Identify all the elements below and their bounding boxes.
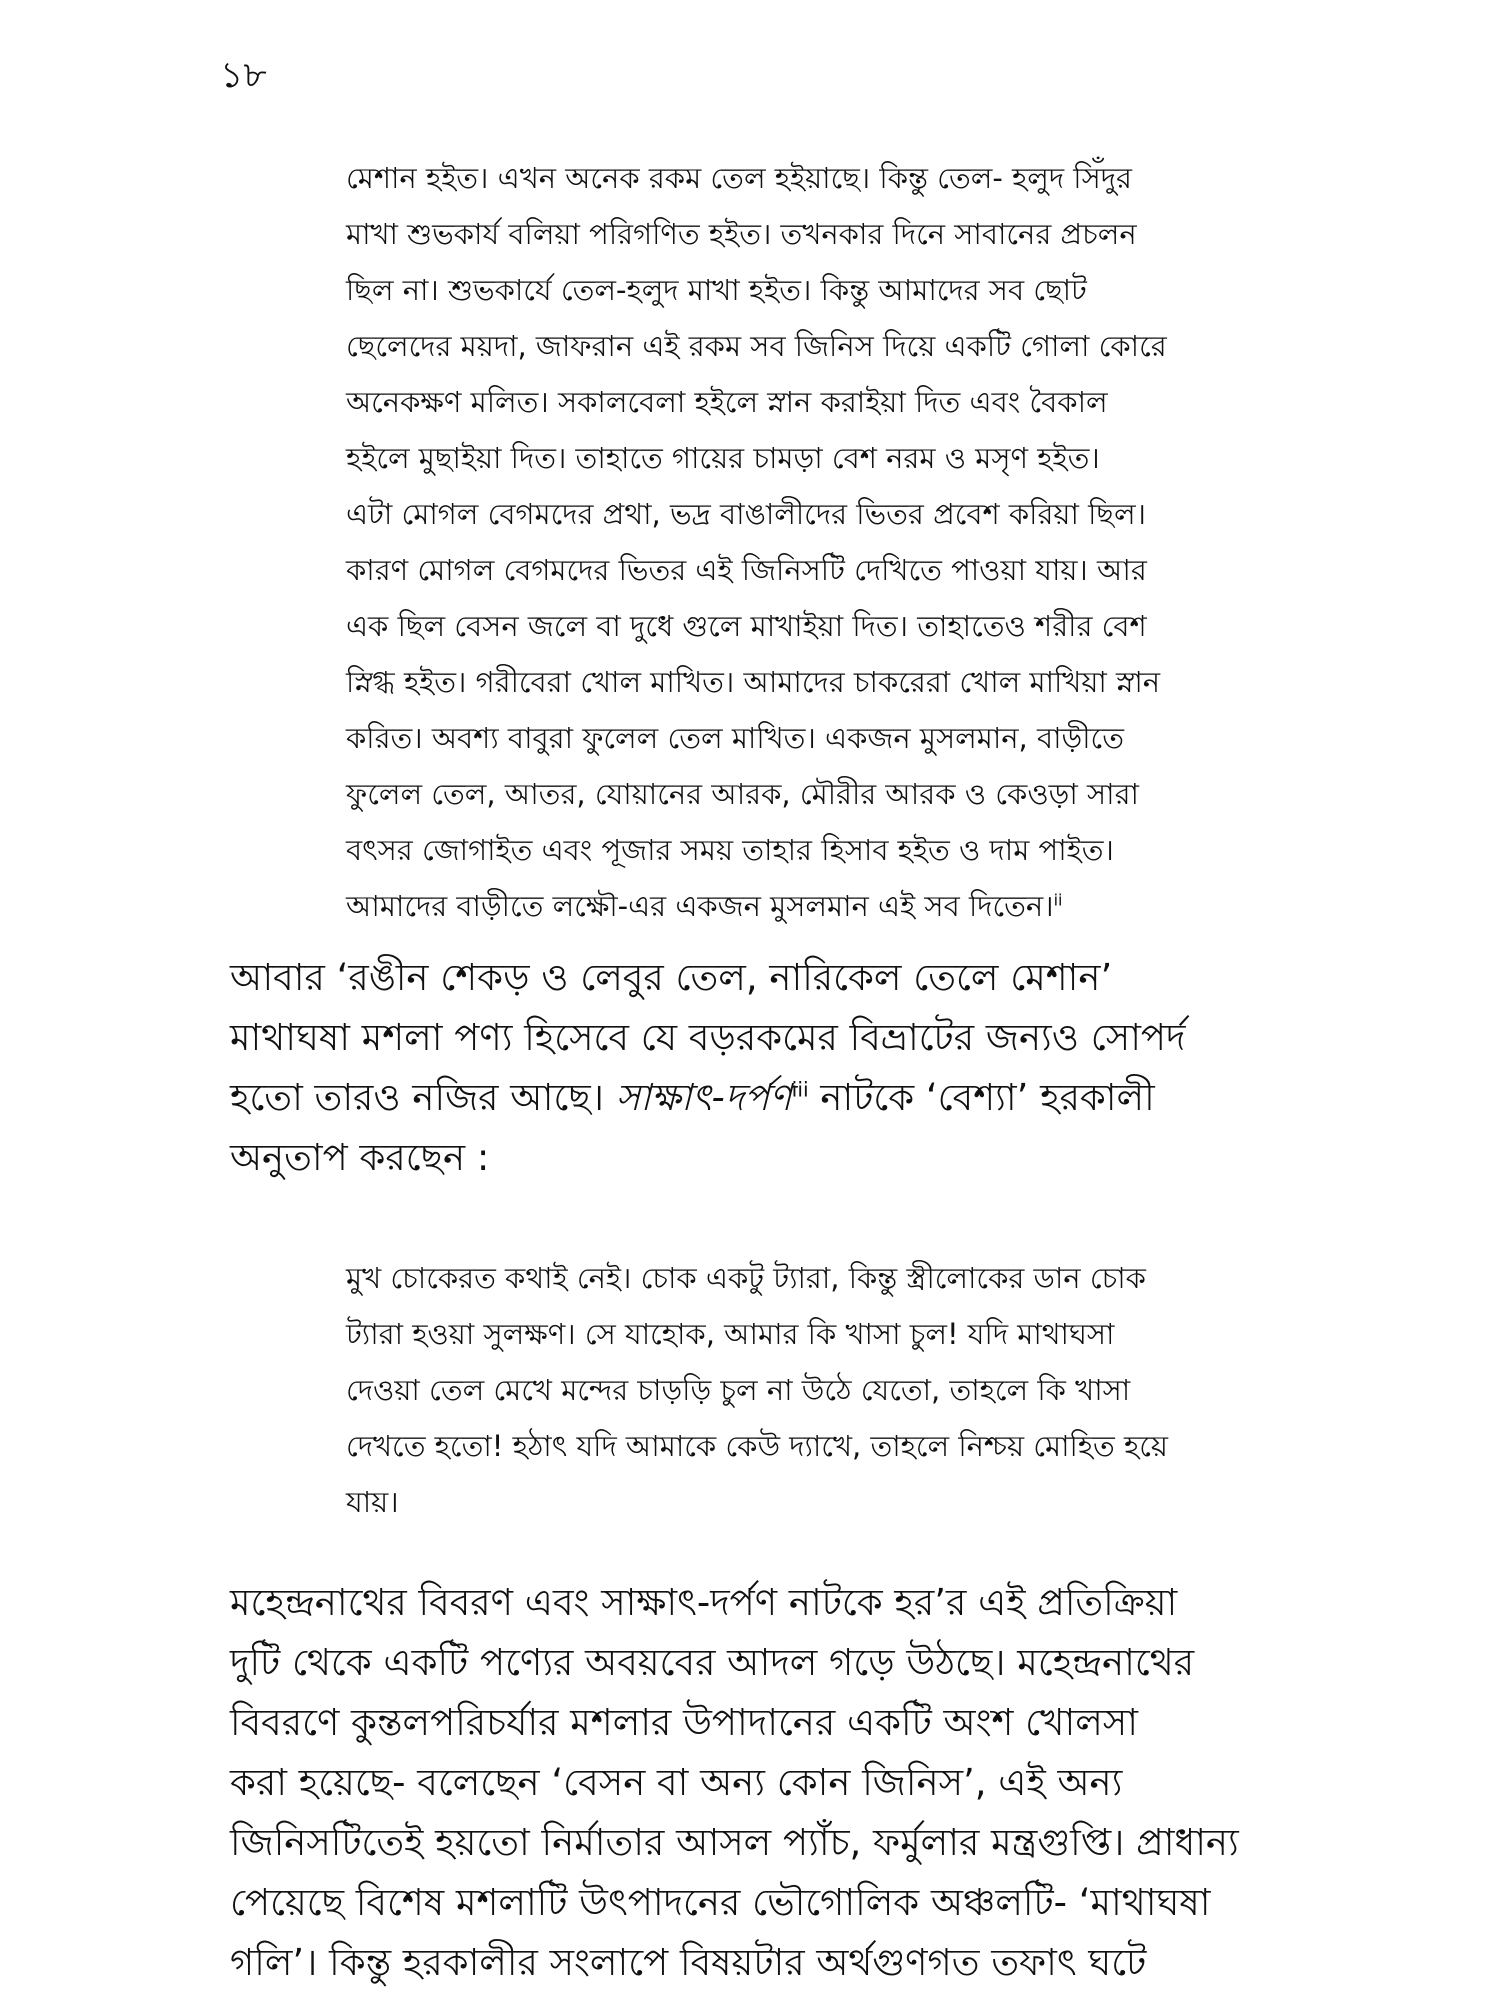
quote-line: স্নিগ্ধ হইত। গরীবেরা খোল মাখিত। আমাদের চাকরেরা খোল মাখিয়া স্নান: [346, 665, 1161, 699]
quote-line: হইলে মুছাইয়া দিত। তাহাতে গায়ের চামড়া বেশ নরম ও মসৃণ হইত।: [346, 441, 1100, 475]
paragraph-line-with-title: [230, 1068, 1280, 1128]
paragraph-line: মহেন্দ্রনাথের বিবরণ এবং সাক্ষাৎ-দর্পণ নাটকে হর’র এই প্রতিক্রিয়া: [230, 1581, 1178, 1624]
quote-line: দেওয়া তেল মেখে মন্দের চাড়ড়ি চুল না উঠে যেতো, তাহলে কি খাসা: [346, 1373, 1131, 1407]
footnote-marker-ii: ii: [1053, 890, 1063, 910]
quote-line: কারণ মোগল বেগমদের ভিতর এই জিনিসটি দেখিতে পাওয়া যায়। আর: [346, 553, 1147, 587]
page-number: ১৮: [220, 55, 267, 96]
paragraph-line: জিনিসটিতেই হয়তো নির্মাতার আসল প্যাঁচ, ফর্মুলার মন্ত্রগুপ্তি। প্রাধান্য: [230, 1821, 1239, 1864]
body-paragraph-2: [230, 1573, 1280, 1993]
quote-last-text: আমাদের বাড়ীতে লক্ষৌ-এর একজন মুসলমান এই সব দিতেন।: [346, 889, 1054, 923]
paragraph-line: দুটি থেকে একটি পণ্যের অবয়বের আদল গড়ে উঠছে। মহেন্দ্রনাথের: [230, 1641, 1195, 1684]
play-title: সাক্ষাৎ-দর্পণ: [615, 1076, 792, 1119]
quote-line: যায়।: [346, 1485, 399, 1519]
quote-line: ছেলেদের ময়দা, জাফরান এই রকম সব জিনিস দিয়ে একটি গোলা কোরে: [346, 329, 1167, 363]
quote-line: মুখ চোকেরত কথাই নেই। চোক একটু ট্যারা, কিন্তু স্ত্রীলোকের ডান চোক: [346, 1261, 1146, 1295]
paragraph-line: বিবরণে কুন্তলপরিচর্যার মশলার উপাদানের একটি অংশ খোলসা: [230, 1701, 1138, 1744]
quote-line: করিত। অবশ্য বাবুরা ফুলেল তেল মাখিত। একজন মুসলমান, বাড়ীতে: [346, 721, 1124, 755]
quote-line: মাখা শুভকার্য বলিয়া পরিগণিত হইত। তখনকার দিনে সাবানের প্রচলন: [346, 217, 1137, 251]
quote-line: এক ছিল বেসন জলে বা দুধে গুলে মাখাইয়া দিত। তাহাতেও শরীর বেশ: [346, 609, 1147, 643]
quote-line: অনেকক্ষণ মলিত। সকালবেলা হইলে স্নান করাইয়া দিত এবং বৈকাল: [346, 385, 1108, 419]
quote-line: এটা মোগল বেগমদের প্রথা, ভদ্র বাঙালীদের ভিতর প্রবেশ করিয়া ছিল।: [346, 497, 1146, 531]
quote-line: ফুলেল তেল, আতর, যোয়ানের আরক, মৌরীর আরক ও কেওড়া সারা: [346, 777, 1139, 811]
body-paragraph-1: [230, 948, 1280, 1188]
paragraph-line: পেয়েছে বিশেষ মশলাটি উৎপাদনের ভৌগোলিক অঞ্চলটি- ‘মাথাঘষা: [230, 1881, 1211, 1924]
quote-line: বৎসর জোগাইত এবং পূজার সময় তাহার হিসাব হইত ও দাম পাইত।: [346, 833, 1114, 867]
paragraph-line: গলি’। কিন্তু হরকালীর সংলাপে বিষয়টার অর্থগুণগত তফাৎ ঘটে: [230, 1941, 1147, 1984]
footnote-marker-iii: iii: [791, 1077, 809, 1102]
paragraph-line: করা হয়েছে- বলেছেন ‘বেসন বা অন্য কোন জিনিস’, এই অন্য: [230, 1761, 1123, 1804]
quote-line: ছিল না। শুভকার্যে তেল-হলুদ মাখা হইত। কিন্তু আমাদের সব ছোট: [346, 273, 1087, 307]
paragraph-line: আবার ‘রঙীন শেকড় ও লেবুর তেল, নারিকেল তেলে মেশান’: [230, 956, 1113, 999]
quote-line: মেশান হইত। এখন অনেক রকম তেল হইয়াছে। কিন্তু তেল- হলুদ সিঁদুর: [346, 161, 1132, 195]
quote-line: ট্যারা হওয়া সুলক্ষণ। সে যাহোক, আমার কি খাসা চুল! যদি মাথাঘসা: [346, 1317, 1115, 1351]
paragraph-line: মাথাঘষা মশলা পণ্য হিসেবে যে বড়রকমের বিভ্রাটের জন্যও সোপর্দ: [230, 1016, 1186, 1059]
quote-line: দেখতে হতো! হঠাৎ যদি আমাকে কেউ দ্যাখে, তাহলে নিশ্চয় মোহিত হয়ে: [346, 1429, 1169, 1463]
quote-line-last: [346, 878, 1280, 934]
paragraph-text: হতো তারও নজির আছে।: [230, 1076, 604, 1119]
block-quote-harakali: [346, 1250, 1280, 1530]
paragraph-line: অনুতাপ করছেন :: [230, 1136, 490, 1179]
block-quote-mahendranath: [346, 150, 1280, 934]
paragraph-text: নাটকে ‘বেশ্যা’ হরকালী: [820, 1076, 1155, 1119]
